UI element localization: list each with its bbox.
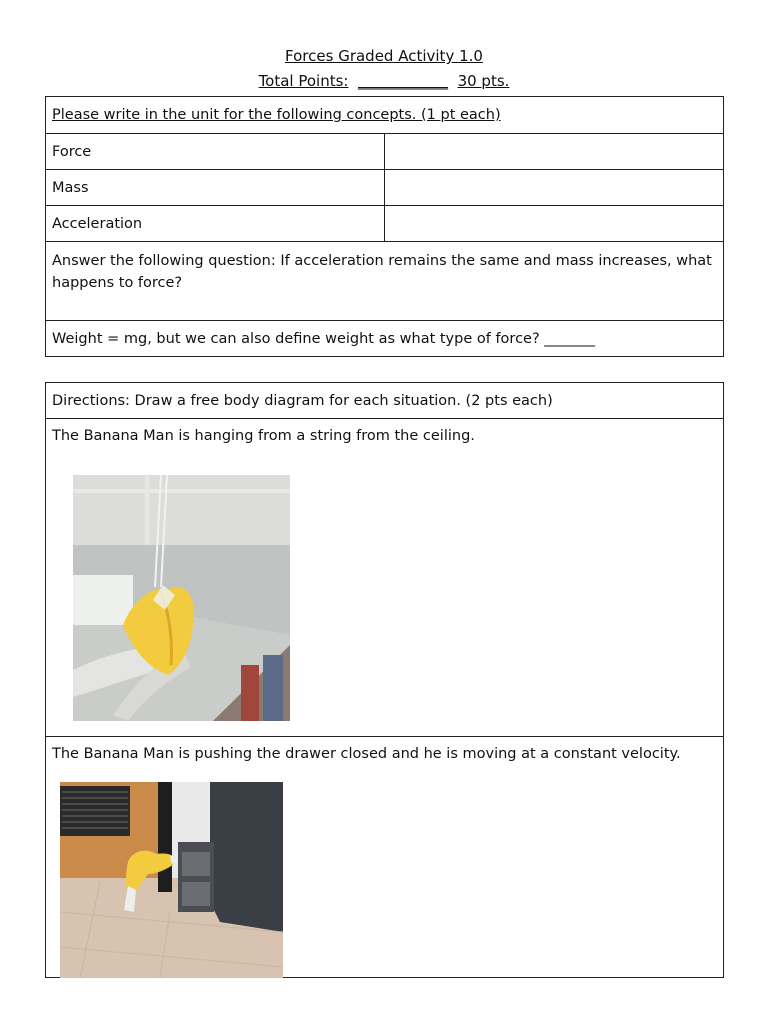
concept-row-force xyxy=(46,134,724,170)
total-points-line xyxy=(0,72,768,90)
concept-label-acceleration: Acceleration xyxy=(46,206,385,242)
question-force-mass[interactable]: Answer the following question: If acceleration remains the same and mass increases, what happens to force? xyxy=(46,242,724,321)
situation-text-pushing: The Banana Man is pushing the drawer closed and he is moving at a constant velocity. xyxy=(52,746,681,762)
total-points-blank: ____________ xyxy=(358,72,449,90)
answer-cell-force[interactable] xyxy=(385,134,724,170)
directions-text: Directions: Draw a free body diagram for each situation. (2 pts each) xyxy=(46,383,724,419)
question-row-weight xyxy=(46,321,724,357)
banana-man-hanging-photo xyxy=(73,475,290,721)
answer-cell-mass[interactable] xyxy=(385,170,724,206)
situation-row-pushing xyxy=(46,737,724,978)
situation-cell-hanging[interactable] xyxy=(46,419,724,737)
worksheet-title xyxy=(0,47,768,65)
situation-row-hanging xyxy=(46,419,724,737)
units-table xyxy=(45,96,724,357)
total-points-label: Total Points: xyxy=(258,72,349,90)
banana-man-pushing-drawer-photo xyxy=(60,782,283,978)
question-row-force xyxy=(46,242,724,321)
situation-text-hanging: The Banana Man is hanging from a string from the ceiling. xyxy=(52,428,475,444)
directions-row xyxy=(46,383,724,419)
total-points-value: 30 pts. xyxy=(457,72,510,90)
concept-label-mass: Mass xyxy=(46,170,385,206)
units-instruction xyxy=(46,97,724,134)
question-weight-force[interactable]: Weight = mg, but we can also define weight as what type of force? _______ xyxy=(46,321,724,357)
concept-row-mass xyxy=(46,170,724,206)
units-instruction-row xyxy=(46,97,724,134)
units-instruction-text: Please write in the unit for the following concepts. (1 pt each) xyxy=(52,107,501,123)
situation-cell-pushing[interactable] xyxy=(46,737,724,978)
concept-label-force: Force xyxy=(46,134,385,170)
fbd-table xyxy=(45,382,724,978)
title-text: Forces Graded Activity 1.0 xyxy=(285,47,483,65)
answer-cell-acceleration[interactable] xyxy=(385,206,724,242)
concept-row-acceleration xyxy=(46,206,724,242)
